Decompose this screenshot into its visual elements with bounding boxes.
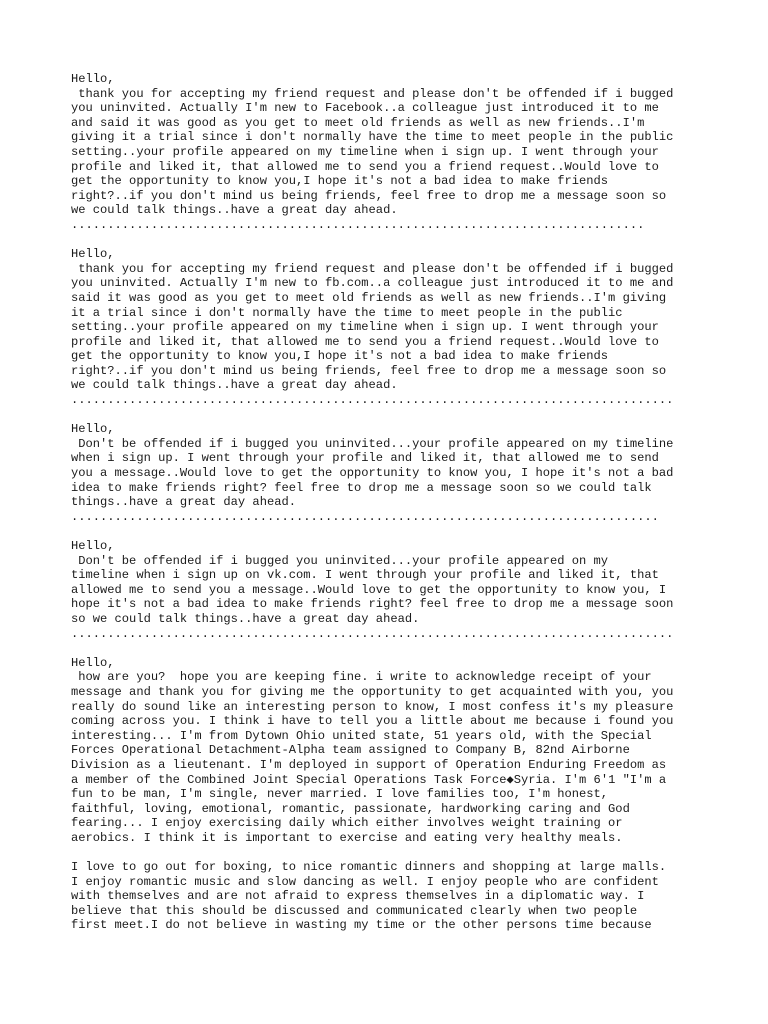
- text-line: get the opportunity to know you,I hope it's not a bad idea to make friends: [71, 349, 609, 364]
- text-line: Forces Operational Detachment-Alpha team assigned to Company B, 82nd Airborne: [71, 743, 630, 758]
- text-line: [71, 524, 711, 539]
- text-line: I love to go out for boxing, to nice romantic dinners and shopping at large malls.: [71, 860, 667, 875]
- text-line: setting..your profile appeared on my timeline when i sign up. I went through your: [71, 144, 659, 159]
- text-line: said it was good as you get to meet old friends as well as new friends..I'm giving: [71, 290, 667, 305]
- text-line: Hello,: [71, 72, 115, 86]
- text-line: Hello,: [71, 422, 115, 437]
- text-line: coming across you. I think i have to tell you a little about me because i found you: [71, 714, 674, 729]
- text-line: profile and liked it, that allowed me to send you a friend request..Would love to: [71, 334, 659, 349]
- text-line: ...............................................................................: [71, 217, 645, 232]
- text-line: I enjoy romantic music and slow dancing as well. I enjoy people who are confident: [71, 874, 659, 889]
- text-line: Division as a lieutenant. I'm deployed in support of Operation Enduring Freedom as: [71, 757, 667, 772]
- text-line: get the opportunity to know you,I hope it's not a bad idea to make friends: [71, 174, 609, 189]
- text-line: hope it's not a bad idea to make friends right? feel free to drop me a message soon: [71, 597, 674, 612]
- text-line: Don't be offended if i bugged you uninvited...your profile appeared on my: [71, 553, 609, 568]
- text-line: giving it a trial since i don't normally have the time to meet people in the public: [71, 130, 674, 145]
- text-line: right?..if you don't mind us being friends, feel free to drop me a message soon so: [71, 363, 667, 378]
- text-line: aerobics. I think it is important to exercise and eating very healthy meals.: [71, 830, 623, 845]
- text-line: Hello,: [71, 655, 115, 670]
- text-line: [71, 845, 711, 860]
- text-line: ...................................................................................: [71, 626, 674, 641]
- text-line: and said it was good as you get to meet old friends as well as new friends..I'm: [71, 115, 645, 130]
- text-line: things..have a great day ahead.: [71, 495, 296, 510]
- text-line: fun to be man, I'm single, never married. I love families too, I'm honest,: [71, 787, 609, 802]
- text-line: fearing... I enjoy exercising daily which either involves weight training or: [71, 816, 623, 831]
- text-line: you uninvited. Actually I'm new to Facebook..a colleague just introduced it to me: [71, 101, 659, 116]
- text-line: thank you for accepting my friend request and please don't be offended if i bugged: [71, 86, 674, 101]
- text-line: [71, 408, 711, 423]
- text-line: Hello,: [71, 539, 115, 553]
- text-line: profile and liked it, that allowed me to send you a friend request..Would love to: [71, 159, 659, 174]
- text-line: timeline when i sign up on vk.com. I went through your profile and liked it, that: [71, 568, 659, 583]
- text-line: how are you? hope you are keeping fine. i write to acknowledge receipt of your: [71, 670, 652, 685]
- text-line: you a message..Would love to get the opportunity to know you, I hope it's not a bad: [71, 466, 674, 481]
- text-line: we could talk things..have a great day ahead.: [71, 203, 398, 218]
- text-line: thank you for accepting my friend request and please don't be offended if i bugged: [71, 261, 674, 276]
- text-line: setting..your profile appeared on my timeline when i sign up. I went through your: [71, 320, 659, 335]
- text-line: we could talk things..have a great day ahead.: [71, 378, 398, 393]
- text-line: you uninvited. Actually I'm new to fb.com..a colleague just introduced it to me and: [71, 276, 674, 291]
- text-line: allowed me to send you a message..Would love to get the opportunity to know you, I: [71, 582, 667, 597]
- text-line: it a trial since i don't normally have the time to meet people in the public: [71, 305, 623, 320]
- text-line: interesting... I'm from Dytown Ohio united state, 51 years old, with the Special: [71, 728, 652, 743]
- text-line: first meet.I do not believe in wasting my time or the other persons time because: [71, 918, 652, 933]
- document-page: [71, 72, 711, 933]
- text-line: believe that this should be discussed and communicated clearly when two people: [71, 903, 638, 918]
- text-line: so we could talk things..have a great day ahead.: [71, 611, 420, 626]
- text-line: Hello,: [71, 247, 115, 262]
- text-line: ...................................................................................: [71, 393, 674, 408]
- text-line: with themselves and are not afraid to express themselves in a diplomatic way. I: [71, 889, 645, 904]
- text-line: message and thank you for giving me the opportunity to get acquainted with you, you: [71, 684, 674, 699]
- text-line: faithful, loving, emotional, romantic, passionate, hardworking caring and God: [71, 801, 630, 816]
- text-line: Don't be offended if i bugged you uninvited...your profile appeared on my timeline: [71, 436, 674, 451]
- text-line: a member of the Combined Joint Special Operations Task Force◆Syria. I'm 6'1 "I'm a: [71, 772, 667, 787]
- text-line: really do sound like an interesting person to know, I most confess it's my pleasure: [71, 699, 674, 714]
- text-line: .................................................................................: [71, 509, 659, 524]
- text-line: idea to make friends right? feel free to drop me a message soon so we could talk: [71, 480, 652, 495]
- text-line: [71, 233, 711, 248]
- text-line: [71, 641, 711, 656]
- text-line: when i sign up. I went through your profile and liked it, that allowed me to send: [71, 451, 659, 466]
- text-line: right?..if you don't mind us being friends, feel free to drop me a message soon so: [71, 188, 667, 203]
